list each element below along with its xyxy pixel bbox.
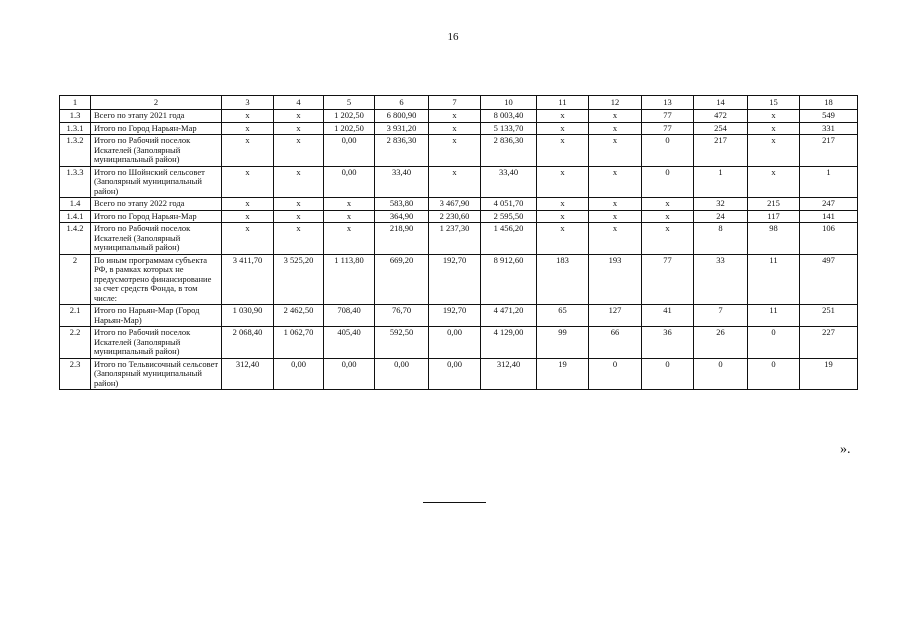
value-cell: 4 129,00: [481, 327, 537, 359]
value-cell: 0,00: [429, 358, 481, 390]
value-cell: 3 525,20: [274, 254, 324, 305]
value-cell: x: [642, 223, 694, 255]
value-cell: x: [589, 210, 642, 223]
row-number-cell: 1.3.1: [60, 122, 91, 135]
value-cell: 2 230,60: [429, 210, 481, 223]
value-cell: 36: [642, 327, 694, 359]
value-cell: 77: [642, 254, 694, 305]
value-cell: 1: [694, 166, 748, 198]
value-cell: 1 202,50: [324, 122, 375, 135]
value-cell: 192,70: [429, 254, 481, 305]
value-cell: 99: [537, 327, 589, 359]
value-cell: 26: [694, 327, 748, 359]
value-cell: 192,70: [429, 305, 481, 327]
value-cell: 0,00: [324, 135, 375, 167]
value-cell: 2 595,50: [481, 210, 537, 223]
row-number-cell: 2: [60, 254, 91, 305]
value-cell: 1 113,80: [324, 254, 375, 305]
value-cell: 0: [642, 358, 694, 390]
value-cell: 6 800,90: [375, 110, 429, 123]
value-cell: 141: [800, 210, 858, 223]
column-number-cell: 6: [375, 96, 429, 110]
column-number-cell: 2: [91, 96, 222, 110]
row-name-cell: Итого по Город Нарьян-Мар: [91, 122, 222, 135]
value-cell: x: [222, 135, 274, 167]
closing-quote-mark: ».: [840, 442, 851, 457]
table-row: [60, 254, 858, 305]
value-cell: 183: [537, 254, 589, 305]
row-name-cell: Итого по Шойнский сельсовет (Заполярный муниципальный район): [91, 166, 222, 198]
value-cell: 11: [748, 254, 800, 305]
value-cell: 215: [748, 198, 800, 211]
value-cell: x: [642, 210, 694, 223]
value-cell: x: [642, 198, 694, 211]
value-cell: 117: [748, 210, 800, 223]
value-cell: x: [589, 122, 642, 135]
value-cell: 0,00: [274, 358, 324, 390]
value-cell: 549: [800, 110, 858, 123]
table-row: [60, 198, 858, 211]
row-number-cell: 1.4.1: [60, 210, 91, 223]
table-row: [60, 110, 858, 123]
value-cell: 1 202,50: [324, 110, 375, 123]
value-cell: 0: [748, 327, 800, 359]
value-cell: 32: [694, 198, 748, 211]
table-row: [60, 358, 858, 390]
value-cell: 33: [694, 254, 748, 305]
value-cell: 4 471,20: [481, 305, 537, 327]
value-cell: 1 237,30: [429, 223, 481, 255]
value-cell: 41: [642, 305, 694, 327]
value-cell: 217: [800, 135, 858, 167]
row-number-cell: 1.4.2: [60, 223, 91, 255]
column-number-cell: 11: [537, 96, 589, 110]
value-cell: x: [274, 135, 324, 167]
row-number-cell: 2.2: [60, 327, 91, 359]
value-cell: 312,40: [222, 358, 274, 390]
value-cell: 1 062,70: [274, 327, 324, 359]
value-cell: x: [429, 166, 481, 198]
value-cell: 331: [800, 122, 858, 135]
value-cell: 193: [589, 254, 642, 305]
row-name-cell: По иным программам субъекта РФ, в рамках которых не предусмотрено финансирование за счет средств Фонда, в том числе:: [91, 254, 222, 305]
row-name-cell: Всего по этапу 2021 года: [91, 110, 222, 123]
column-number-cell: 13: [642, 96, 694, 110]
value-cell: x: [589, 198, 642, 211]
value-cell: 312,40: [481, 358, 537, 390]
value-cell: x: [222, 223, 274, 255]
value-cell: 1 030,90: [222, 305, 274, 327]
value-cell: x: [537, 223, 589, 255]
table-row: [60, 327, 858, 359]
value-cell: 0,00: [375, 358, 429, 390]
value-cell: x: [429, 122, 481, 135]
value-cell: 76,70: [375, 305, 429, 327]
row-name-cell: Итого по Рабочий поселок Искателей (Заполярный муниципальный район): [91, 135, 222, 167]
data-table: [59, 95, 858, 390]
value-cell: 66: [589, 327, 642, 359]
column-number-cell: 18: [800, 96, 858, 110]
value-cell: 4 051,70: [481, 198, 537, 211]
column-number-cell: 14: [694, 96, 748, 110]
value-cell: x: [274, 122, 324, 135]
value-cell: 0,00: [324, 166, 375, 198]
value-cell: 127: [589, 305, 642, 327]
value-cell: x: [748, 122, 800, 135]
row-name-cell: Итого по Нарьян-Мар (Город Нарьян-Мар): [91, 305, 222, 327]
value-cell: 708,40: [324, 305, 375, 327]
row-number-cell: 2.1: [60, 305, 91, 327]
value-cell: x: [589, 135, 642, 167]
value-cell: 8 912,60: [481, 254, 537, 305]
value-cell: 0,00: [324, 358, 375, 390]
value-cell: 77: [642, 110, 694, 123]
value-cell: 7: [694, 305, 748, 327]
value-cell: 11: [748, 305, 800, 327]
row-name-cell: Итого по Рабочий поселок Искателей (Заполярный муниципальный район): [91, 223, 222, 255]
value-cell: 251: [800, 305, 858, 327]
value-cell: x: [324, 210, 375, 223]
value-cell: 0: [589, 358, 642, 390]
value-cell: 3 467,90: [429, 198, 481, 211]
value-cell: 669,20: [375, 254, 429, 305]
value-cell: x: [537, 135, 589, 167]
row-name-cell: Итого по Рабочий поселок Искателей (Заполярный муниципальный район): [91, 327, 222, 359]
column-number-cell: 10: [481, 96, 537, 110]
table-header-row: [60, 96, 858, 110]
value-cell: 583,80: [375, 198, 429, 211]
value-cell: x: [537, 122, 589, 135]
page-number: 16: [447, 31, 459, 43]
value-cell: 0: [642, 166, 694, 198]
row-number-cell: 1.3: [60, 110, 91, 123]
table-row: [60, 166, 858, 198]
value-cell: x: [222, 198, 274, 211]
value-cell: 33,40: [481, 166, 537, 198]
value-cell: x: [748, 135, 800, 167]
value-cell: x: [324, 198, 375, 211]
value-cell: 2 462,50: [274, 305, 324, 327]
row-name-cell: Итого по Тельвисочный сельсовет (Заполярный муниципальный район): [91, 358, 222, 390]
table-row: [60, 223, 858, 255]
column-number-cell: 15: [748, 96, 800, 110]
row-name-cell: Всего по этапу 2022 года: [91, 198, 222, 211]
column-number-cell: 5: [324, 96, 375, 110]
value-cell: 592,50: [375, 327, 429, 359]
value-cell: 8: [694, 223, 748, 255]
value-cell: 405,40: [324, 327, 375, 359]
value-cell: x: [748, 110, 800, 123]
column-number-cell: 12: [589, 96, 642, 110]
value-cell: 254: [694, 122, 748, 135]
separator-line: [423, 502, 486, 503]
column-number-cell: 3: [222, 96, 274, 110]
column-number-cell: 7: [429, 96, 481, 110]
value-cell: 497: [800, 254, 858, 305]
value-cell: x: [222, 122, 274, 135]
value-cell: x: [537, 166, 589, 198]
value-cell: 5 133,70: [481, 122, 537, 135]
value-cell: x: [222, 210, 274, 223]
value-cell: x: [222, 166, 274, 198]
value-cell: x: [589, 110, 642, 123]
row-number-cell: 1.3.3: [60, 166, 91, 198]
value-cell: 19: [537, 358, 589, 390]
value-cell: 3 411,70: [222, 254, 274, 305]
value-cell: 227: [800, 327, 858, 359]
column-number-cell: 4: [274, 96, 324, 110]
value-cell: x: [274, 210, 324, 223]
value-cell: 3 931,20: [375, 122, 429, 135]
value-cell: 0: [694, 358, 748, 390]
value-cell: x: [429, 110, 481, 123]
value-cell: 2 836,30: [481, 135, 537, 167]
value-cell: 1: [800, 166, 858, 198]
row-name-cell: Итого по Город Нарьян-Мар: [91, 210, 222, 223]
value-cell: 364,90: [375, 210, 429, 223]
value-cell: x: [274, 223, 324, 255]
value-cell: x: [537, 110, 589, 123]
value-cell: 106: [800, 223, 858, 255]
value-cell: x: [324, 223, 375, 255]
value-cell: 217: [694, 135, 748, 167]
value-cell: x: [274, 110, 324, 123]
value-cell: 24: [694, 210, 748, 223]
value-cell: 472: [694, 110, 748, 123]
value-cell: 247: [800, 198, 858, 211]
table-row: [60, 135, 858, 167]
value-cell: x: [589, 223, 642, 255]
value-cell: 218,90: [375, 223, 429, 255]
value-cell: x: [537, 198, 589, 211]
value-cell: x: [429, 135, 481, 167]
table-row: [60, 305, 858, 327]
value-cell: 2 836,30: [375, 135, 429, 167]
value-cell: 0: [748, 358, 800, 390]
row-number-cell: 2.3: [60, 358, 91, 390]
value-cell: 1 456,20: [481, 223, 537, 255]
value-cell: x: [274, 198, 324, 211]
row-number-cell: 1.3.2: [60, 135, 91, 167]
column-number-cell: 1: [60, 96, 91, 110]
value-cell: x: [222, 110, 274, 123]
value-cell: 0,00: [429, 327, 481, 359]
value-cell: 77: [642, 122, 694, 135]
value-cell: 2 068,40: [222, 327, 274, 359]
table-row: [60, 210, 858, 223]
value-cell: 8 003,40: [481, 110, 537, 123]
row-number-cell: 1.4: [60, 198, 91, 211]
table-row: [60, 122, 858, 135]
value-cell: 33,40: [375, 166, 429, 198]
value-cell: x: [589, 166, 642, 198]
value-cell: 65: [537, 305, 589, 327]
value-cell: 98: [748, 223, 800, 255]
value-cell: 19: [800, 358, 858, 390]
value-cell: x: [274, 166, 324, 198]
value-cell: 0: [642, 135, 694, 167]
value-cell: x: [748, 166, 800, 198]
value-cell: x: [537, 210, 589, 223]
